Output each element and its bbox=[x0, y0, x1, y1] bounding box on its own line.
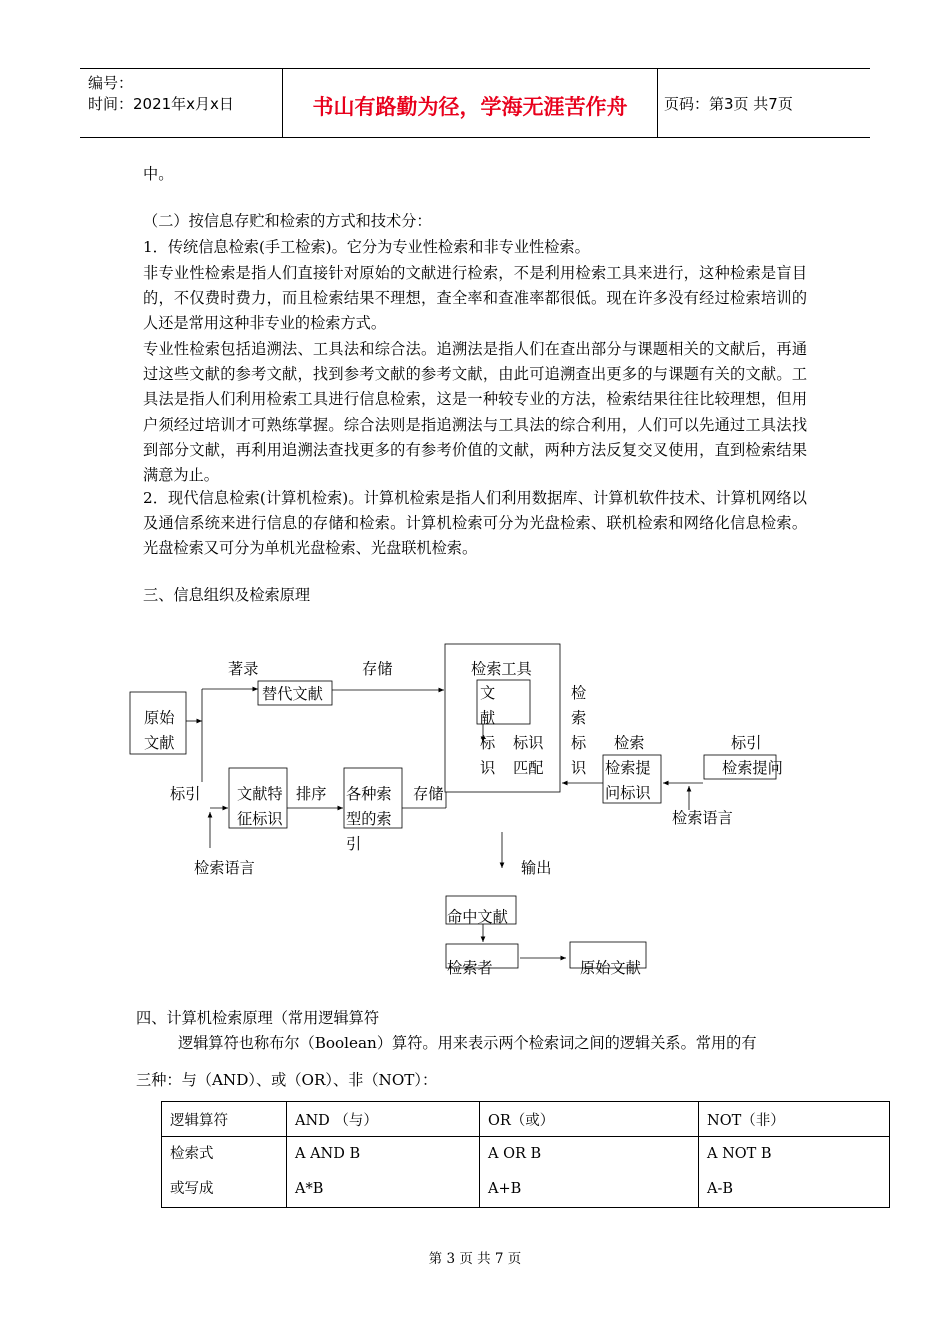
label-indexing-right: 标引 bbox=[731, 734, 762, 752]
boolean-operators-table bbox=[161, 1101, 890, 1208]
label-substitute-doc: 替代文献 bbox=[262, 685, 323, 703]
cell-text: 或写成 bbox=[170, 1181, 214, 1197]
label-zhulu: 著录 bbox=[228, 660, 259, 678]
section3-title: 三、信息组织及检索原理 bbox=[143, 586, 311, 604]
section4-title: 四、计算机检索原理（常用逻辑算符 bbox=[136, 1009, 379, 1027]
table-cell bbox=[162, 1137, 287, 1208]
table-header-cell: AND （与） bbox=[287, 1102, 480, 1137]
label-mark-match: 标识匹配 bbox=[513, 734, 544, 777]
label-query: 检索提问 bbox=[722, 759, 783, 777]
label-retrieval-tool: 检索工具 bbox=[471, 660, 532, 678]
label-retrieval-language-left: 检索语言 bbox=[194, 859, 255, 877]
table-header-cell: OR（或） bbox=[480, 1102, 699, 1137]
label-index-types: 各种索型的索引 bbox=[346, 785, 392, 853]
page-header bbox=[80, 68, 870, 138]
header-divider bbox=[657, 69, 658, 137]
label-retrieval: 检索 bbox=[614, 734, 645, 752]
label-original-doc: 原始文献 bbox=[144, 709, 175, 752]
table-row bbox=[162, 1102, 890, 1137]
cell-text: A OR B bbox=[488, 1146, 542, 1162]
section4-line2: 三种：与（AND）、或（OR）、非（NOT）： bbox=[136, 1071, 438, 1089]
label-store-top: 存储 bbox=[362, 660, 393, 678]
label-hit-doc: 命中文献 bbox=[447, 908, 508, 926]
label-output: 输出 bbox=[521, 859, 552, 877]
table-cell bbox=[480, 1137, 699, 1208]
cell-text: A+B bbox=[488, 1181, 522, 1197]
label-retrieval-mark: 检索标识 bbox=[571, 684, 587, 777]
number-label: 编号： bbox=[88, 74, 134, 92]
label-retrieval-language-right: 检索语言 bbox=[672, 809, 733, 827]
cell-text: 检索式 bbox=[170, 1146, 214, 1162]
label-sort: 排序 bbox=[296, 785, 327, 803]
page-footer: 第 3 页 共 7 页 bbox=[428, 1251, 522, 1267]
paragraph-modern: 2．现代信息检索(计算机检索)。计算机检索是指人们利用数据库、计算机软件技术、计算机网络以及通信系统来进行信息的存储和检索。计算机检索可分为光盘检索、联机检索和网络化信息检索。光盘检索又可分为单机光盘检索、光盘联机检索。 bbox=[143, 489, 807, 558]
label-store-mid: 存储 bbox=[413, 785, 444, 803]
header-motto: 书山有路勤为径，学海无涯苦作舟 bbox=[312, 94, 628, 119]
label-indexing-left: 标引 bbox=[170, 785, 201, 803]
cell-text: A-B bbox=[707, 1181, 734, 1197]
time-label: 时间：2021年x月x日 bbox=[88, 95, 234, 113]
cell-text: A AND B bbox=[295, 1146, 361, 1162]
paragraph-professional: 专业性检索包括追溯法、工具法和综合法。追溯法是指人们在查出部分与课题相关的文献后，再通过这些文献的参考文献，找到参考文献的参考文献，由此可追溯查出更多的与课题有关的文献。工具法是指人们利用检索工具进行信息检索，这是一种较专业的方法，检索结果往往比较理想，但用户须经过培训才可熟练掌握。综合法则是指追溯法与工具法的综合利用，人们可以先通过工具法找到部分文献，再利用追溯法查找更多的有参考价值的文献，两种方法反复交叉使用，直到检索结果满意为止。 bbox=[143, 340, 807, 485]
cell-text: A*B bbox=[295, 1181, 324, 1197]
item1-title: 1．传统信息检索(手工检索)。它分为专业性检索和非专业性检索。 bbox=[143, 238, 590, 256]
label-searcher: 检索者 bbox=[447, 959, 493, 977]
table-header-cell: NOT（非） bbox=[699, 1102, 890, 1137]
section4-line1: 逻辑算符也称布尔（Boolean）算符。用来表示两个检索词之间的逻辑关系。常用的有 bbox=[178, 1034, 757, 1052]
label-doc-feature: 文献特征标识 bbox=[237, 785, 283, 828]
continued-line: 中。 bbox=[143, 165, 174, 183]
header-meta bbox=[88, 73, 234, 115]
subsection-title: （二）按信息存贮和检索的方式和技术分： bbox=[143, 212, 432, 230]
table-cell bbox=[287, 1137, 480, 1208]
paragraph-nonprofessional: 非专业性检索是指人们直接针对原始的文献进行检索，不是利用检索工具来进行，这种检索是盲目的，不仅费时费力，而且检索结果不理想，查全率和查准率都很低。现在许多没有经过检索培训的人还是常用这种非专业的检索方式。 bbox=[143, 264, 807, 333]
header-page-label: 页码：第3页 共7页 bbox=[664, 95, 793, 113]
cell-text: A NOT B bbox=[707, 1146, 772, 1162]
label-doc-mark: 文献标识 bbox=[480, 684, 496, 777]
table-header-cell: 逻辑算符 bbox=[162, 1102, 287, 1137]
label-query-mark: 检索提问标识 bbox=[605, 759, 651, 802]
label-original-bottom: 原始文献 bbox=[580, 959, 641, 977]
table-cell bbox=[699, 1137, 890, 1208]
table-row bbox=[162, 1137, 890, 1208]
